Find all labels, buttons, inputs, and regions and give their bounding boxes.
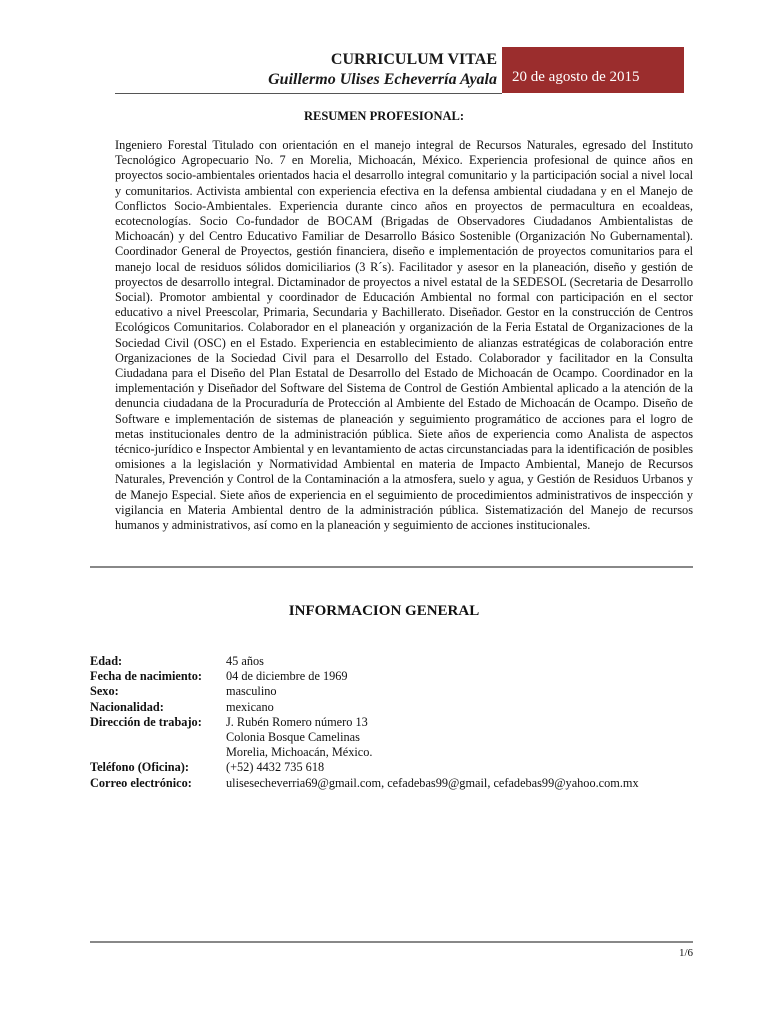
page-number: 1/6: [678, 947, 693, 959]
info-label: Sexo:: [90, 684, 119, 699]
info-row-nationality: [90, 700, 639, 715]
info-label: [90, 745, 226, 760]
header-rule: [115, 93, 502, 94]
info-value: J. Rubén Romero número 13: [226, 714, 368, 729]
info-row-phone: [90, 760, 639, 775]
info-row-sex: [90, 684, 639, 699]
info-label: Correo electrónico:: [90, 775, 192, 790]
general-info-table: [90, 654, 639, 791]
info-row-email: [90, 776, 639, 791]
info-value: (+52) 4432 735 618: [226, 760, 325, 775]
info-label: Nacionalidad:: [90, 699, 164, 714]
info-label: [90, 730, 226, 745]
info-value: mexicano: [226, 699, 274, 714]
info-value: Colonia Bosque Camelinas: [226, 730, 360, 745]
info-value: masculino: [226, 684, 277, 699]
section-divider: [90, 566, 693, 568]
info-row-address-line-2: [90, 730, 639, 745]
general-info-heading: INFORMACION GENERAL: [288, 603, 480, 619]
info-label: Dirección de trabajo:: [90, 714, 202, 729]
info-row-work-address: [90, 715, 639, 730]
info-label: Teléfono (Oficina):: [90, 760, 189, 775]
candidate-name: Guillermo Ulises Echeverría Ayala: [268, 71, 497, 88]
info-row-address-line-3: [90, 745, 639, 760]
info-value: ulisesecheverria69@gmail.com, cefadebas99@gmail, cefadebas99@yahoo.com.mx: [226, 775, 639, 790]
summary-text: Ingeniero Forestal Titulado con orientación en el manejo integral de Recursos Naturales, egresado del Instituto Tecnológico Agropecuario No. 7 en Morelia, Michoacán, México. Experiencia profesional de quince años en proyectos socio-ambientales orientados hacia el desarrollo integral comunitario y la participación social a nivel local y comunitarios. Activista ambiental con experiencia efectiva en la defensa ambiental ciudadana y en el Manejo de Conflictos Socio-Ambientales. Experiencia durante cinco años en proyectos de permacultura en ecoaldeas, ecotecnologías. Socio Co-fundador de BOCAM (Brigadas de Observadores Ciudadanos Ambientalistas de Michoacán) y del Centro Educativo Familiar de Desarrollo Básico Sostenible (Organización No Gubernamental). Coordinador General de Proyectos, gestión financiera, diseño e implementación de proyectos comunitarios para el manejo local de residuos sólidos domiciliarios (3 R´s). Facilitador y asesor en la planeación, diseño y gestión de proyectos de desarrollo integral. Dictaminador de proyectos a nivel estatal de la SEDESOL (Secretaria de Desarrollo Social). Promotor ambiental y coordinador de Educación Ambiental no formal con participación en el sector educativo a nivel Preescolar, Primaria, Secundaria y Bachillerato. Diseñador. Gestor en la construcción de Centros Ecológicos Comunitarios. Colaborador en el planeación y organización de la Feria Estatal de Organizaciones de la Sociedad Civil (OSC) en el Estado. Experiencia en establecimiento de alianzas estratégicas de colaboración entre Organizaciones de la Sociedad Civil para el Desarrollo del Estado. Colaborador y facilitador en la Consulta Ciudadana para el Diseño del Plan Estatal de Desarrollo del Estado de Michoacán de Ocampo. Coordinador en la implementación y Diseñador del Software del Sistema de Control de Gestión Ambiental aplicado a la atención de la denuncia ciudadana de la Procuraduría de Protección al Ambiente del Estado de Michoacán de Ocampo. Diseño de Software e implementación de sistemas de planeación y seguimiento programático de acciones para el logro de metas institucionales dentro de la administración pública. Siete años de experiencia como Analista de aspectos técnico-jurídico e Inspector Ambiental y en levantamiento de actas circunstanciadas para la identificación de posibles omisiones a la legislación y Normatividad Ambiental en materia de Impacto Ambiental, Manejo de Recursos Naturales, Prevención y Control de la Contaminación a la atmosfera, suelo y agua, y Gestión de Residuos Urbanos y de Manejo Especial. Siete años de experiencia en el seguimiento de procedimientos administrativos de inspección y vigilancia en Materia Ambiental dentro de la administración pública. Sistematización del Manejo de recursos humanos y administrativos, así como en la planeación y seguimiento de acciones institucionales.: [115, 138, 693, 533]
info-label: Fecha de nacimiento:: [90, 669, 203, 684]
info-row-age: [90, 654, 639, 669]
info-row-birthdate: [90, 669, 639, 684]
document-date: 20 de agosto de 2015: [512, 69, 640, 85]
info-value: Morelia, Michoacán, México.: [226, 745, 373, 760]
document-title: CURRICULUM VITAE: [330, 51, 497, 68]
info-value: 04 de diciembre de 1969: [226, 669, 348, 684]
footer-rule: [90, 941, 693, 943]
date-box: [502, 47, 684, 93]
info-value: 45 años: [226, 654, 264, 668]
info-label: Edad:: [90, 654, 123, 668]
summary-heading: RESUMEN PROFESIONAL:: [303, 109, 465, 123]
